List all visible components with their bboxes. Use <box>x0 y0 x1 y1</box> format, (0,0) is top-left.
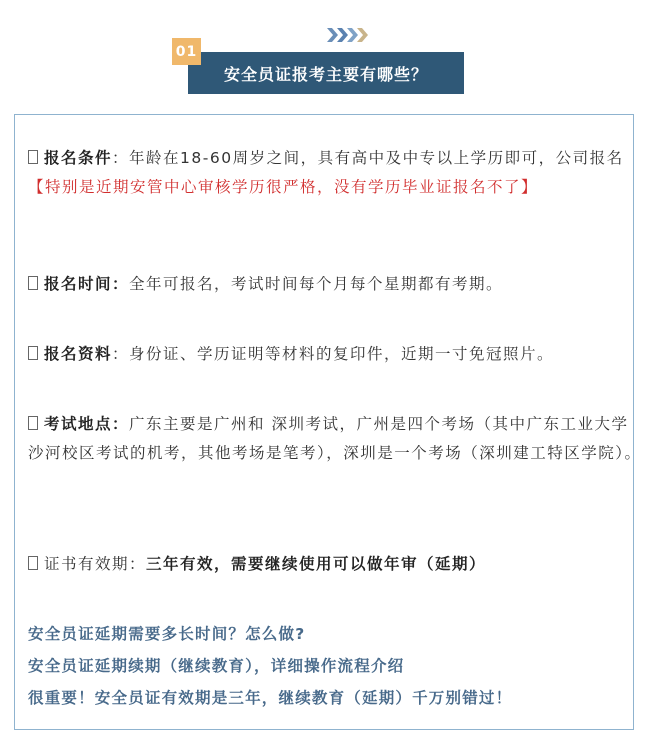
item-registration-time <box>28 270 644 299</box>
section-title: 安全员证报考主要有哪些？ <box>188 52 464 94</box>
item-label: 报名条件 <box>44 149 113 167</box>
item-label: 证书有效期： <box>44 555 147 573</box>
related-link-3[interactable]: 很重要！安全员证有效期是三年，继续教育（延期）千万别错过！ <box>28 689 513 707</box>
related-link-2[interactable]: 安全员证延期续期（继续教育），详细操作流程介绍 <box>28 657 405 675</box>
item-text: 全年可报名，考试时间每个月每个星期都有考期。 <box>129 275 504 293</box>
item-text: ：身份证、学历证明等材料的复印件，近期一寸免冠照片。 <box>112 345 555 363</box>
item-text: 广东主要是广州和 深圳考试，广州是四个考场（其中广东工业大学沙河校区考试的机考，其他考场是笔考），深圳是一个考场（深圳建工特区学院）。 <box>28 415 642 462</box>
bullet-icon <box>28 556 38 570</box>
item-text: 年龄在18-60周岁之间，具有高中及中专以上学历即可，公司报名 <box>129 149 624 167</box>
item-label: 报名时间： <box>44 275 130 293</box>
bullet-icon <box>28 276 38 290</box>
item-text: 三年有效，需要继续使用可以做年审（延期） <box>146 555 487 573</box>
chevron-arrows-icon <box>327 28 367 44</box>
item-certificate-validity <box>28 550 644 579</box>
item-label: 考试地点： <box>44 415 130 433</box>
item-registration-conditions: 报名条件：年龄在18-60周岁之间，具有高中及中专以上学历即可，公司报名【特别是近期安管中心审核学历很严格，没有学历毕业证报名不了】 <box>28 149 624 196</box>
related-link-1[interactable]: 安全员证延期需要多长时间？怎么做? <box>28 625 306 643</box>
item-note: 【特别是近期安管中心审核学历很严格，没有学历毕业证报名不了】 <box>28 178 539 196</box>
item-exam-location <box>28 410 644 468</box>
bullet-icon <box>28 346 38 360</box>
item-registration-documents <box>28 340 644 369</box>
bullet-icon <box>28 416 38 430</box>
item-label: 报名资料 <box>44 345 113 363</box>
section-number-badge: 01 <box>172 38 201 65</box>
bullet-icon <box>28 150 38 164</box>
